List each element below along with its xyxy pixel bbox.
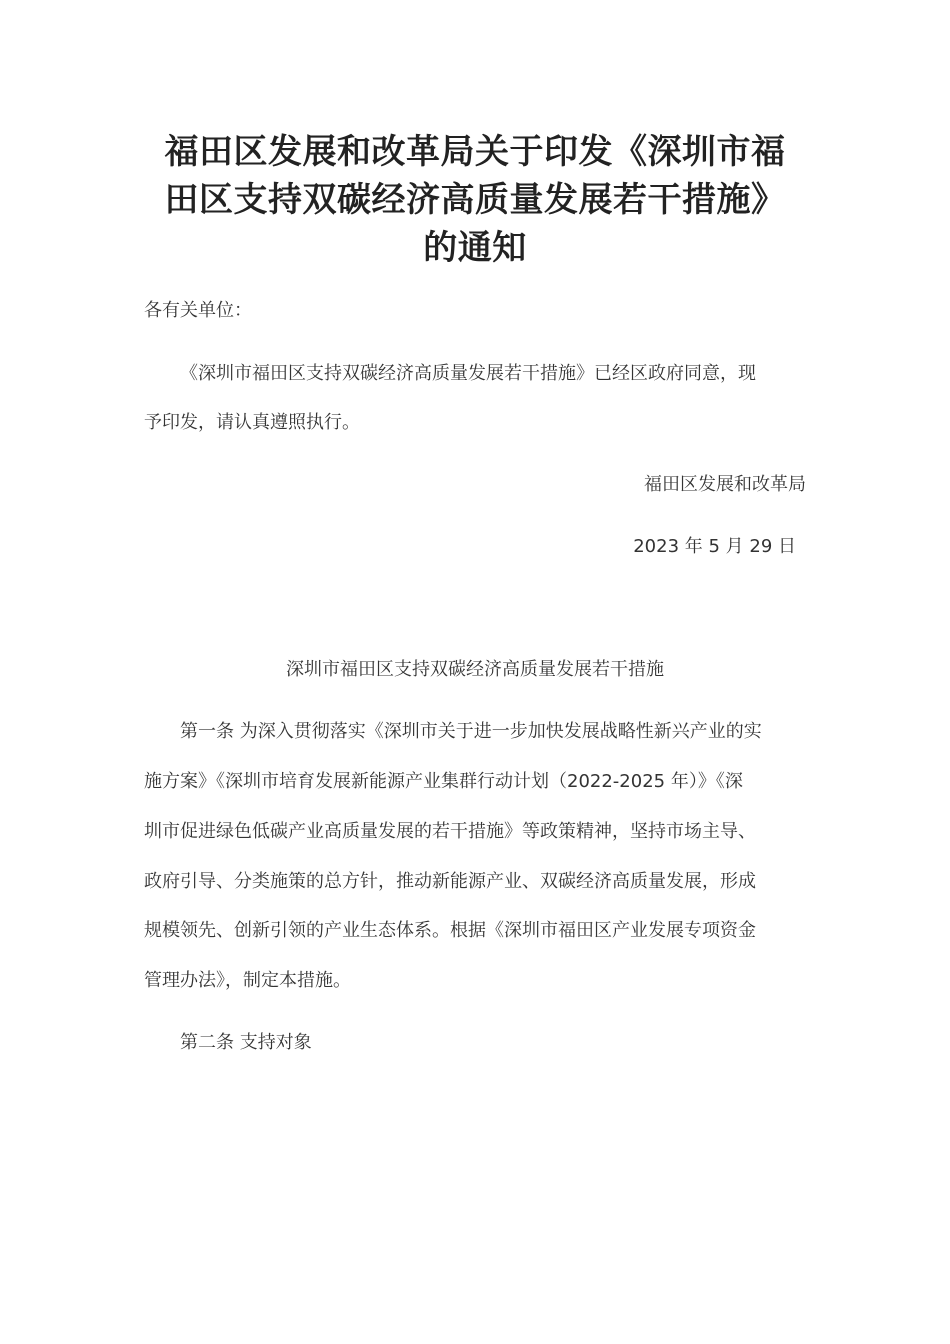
title-line-3: 的通知 <box>423 228 527 268</box>
article1-line-1: 第一条 为深入贯彻落实《深圳市关于进一步加快发展战略性新兴产业的实 <box>180 721 762 742</box>
title-line-1: 福田区发展和改革局关于印发《深圳市福 <box>164 132 786 172</box>
article1-line-5: 规模领先、创新引领的产业生态体系。根据《深圳市福田区产业发展专项资金 <box>144 920 756 941</box>
document-title <box>140 128 810 272</box>
article1-line-6: 管理办法》，制定本措施。 <box>144 970 351 991</box>
article1-line-2: 施方案》《深圳市培育发展新能源产业集群行动计划（2022-2025 年）》《深 <box>144 771 743 792</box>
notice-line-2: 予印发，请认真遵照执行。 <box>144 412 360 433</box>
issuer-signature: 福田区发展和改革局 <box>644 474 806 495</box>
issue-date: 2023 年 5 月 29 日 <box>633 536 796 557</box>
article1-line-3: 圳市促进绿色低碳产业高质量发展的若干措施》等政策精神，坚持市场主导、 <box>144 821 756 842</box>
measures-title: 深圳市福田区支持双碳经济高质量发展若干措施 <box>286 659 664 680</box>
salutation: 各有关单位： <box>144 300 252 321</box>
notice-line-1: 《深圳市福田区支持双碳经济高质量发展若干措施》已经区政府同意，现 <box>180 363 756 384</box>
title-line-2: 田区支持双碳经济高质量发展若干措施》 <box>164 180 786 220</box>
article2-heading: 第二条 支持对象 <box>180 1032 312 1053</box>
article1-line-4: 政府引导、分类施策的总方针，推动新能源产业、双碳经济高质量发展，形成 <box>144 871 756 892</box>
